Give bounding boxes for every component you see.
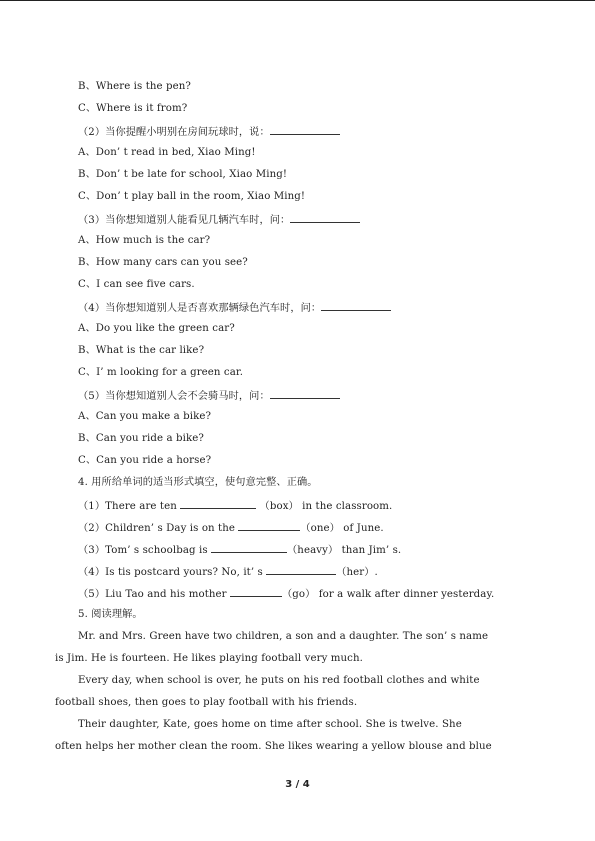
option-line: C、I’ m looking for a green car. — [78, 367, 244, 378]
answer-blank — [270, 124, 340, 135]
answer-blank — [270, 388, 340, 399]
fill-item-2: （2）Children’ s Day is on the （one） of June. — [78, 520, 384, 536]
question-2 — [78, 124, 340, 140]
fill-item-1: （1）There are ten （box） in the classroom. — [78, 498, 392, 514]
option-line: C、Don’ t play ball in the room, Xiao Ming! — [78, 191, 306, 202]
option-line: B、Don’ t be late for school, Xiao Ming! — [78, 169, 288, 180]
passage-line: football shoes, then goes to play football with his friends. — [55, 697, 358, 708]
section-5-title: 5. 阅读理解。 — [78, 609, 143, 620]
fill-item-3: （3）Tom’ s schoolbag is （heavy） than Jim’ s. — [78, 542, 401, 558]
passage-line: Mr. and Mrs. Green have two children, a son and a daughter. The son’ s name — [78, 631, 489, 642]
answer-blank — [180, 498, 256, 509]
answer-blank — [230, 586, 282, 597]
passage-line: Every day, when school is over, he puts on his red football clothes and white — [78, 675, 480, 686]
option-line: A、How much is the car? — [78, 235, 211, 246]
answer-blank — [266, 564, 336, 575]
passage-line: is Jim. He is fourteen. He likes playing football very much. — [55, 653, 363, 664]
question-4 — [78, 300, 391, 316]
option-line: C、I can see five cars. — [78, 279, 195, 290]
passage-line: often helps her mother clean the room. She likes wearing a yellow blouse and blue — [55, 741, 492, 752]
section-4-title: 4. 用所给单词的适当形式填空，使句意完整、正确。 — [78, 477, 318, 488]
option-line: A、Can you make a bike? — [78, 411, 212, 422]
question-3 — [78, 212, 360, 228]
option-line: B、Where is the pen? — [78, 81, 191, 92]
page-number: 3 / 4 — [285, 779, 310, 790]
option-line: B、Can you ride a bike? — [78, 433, 204, 444]
answer-blank — [290, 212, 360, 223]
option-line: C、Where is it from? — [78, 103, 188, 114]
question-5 — [78, 388, 340, 404]
fill-item-5: （5）Liu Tao and his mother （go） for a walk after dinner yesterday. — [78, 586, 494, 602]
question-text: （5）当你想知道别人会不会骑马时，问： — [78, 391, 270, 402]
option-line: A、Don’ t read in bed, Xiao Ming! — [78, 147, 256, 158]
fill-item-4: （4）Is tis postcard yours? No, it’ s （her）. — [78, 564, 378, 580]
question-text: （3）当你想知道别人能看见几辆汽车时，问： — [78, 215, 291, 226]
answer-blank — [321, 300, 391, 311]
option-line: B、How many cars can you see? — [78, 257, 248, 268]
option-line: C、Can you ride a horse? — [78, 455, 212, 466]
option-line: B、What is the car like? — [78, 345, 205, 356]
page-top-border — [0, 0, 595, 1]
answer-blank — [211, 542, 287, 553]
answer-blank — [238, 520, 300, 531]
passage-line: Their daughter, Kate, goes home on time after school. She is twelve. She — [78, 719, 462, 730]
question-text: （4）当你想知道别人是否喜欢那辆绿色汽车时，问： — [78, 303, 322, 314]
option-line: A、Do you like the green car? — [78, 323, 235, 334]
question-text: （2）当你提醒小明别在房间玩球时，说： — [78, 127, 270, 138]
